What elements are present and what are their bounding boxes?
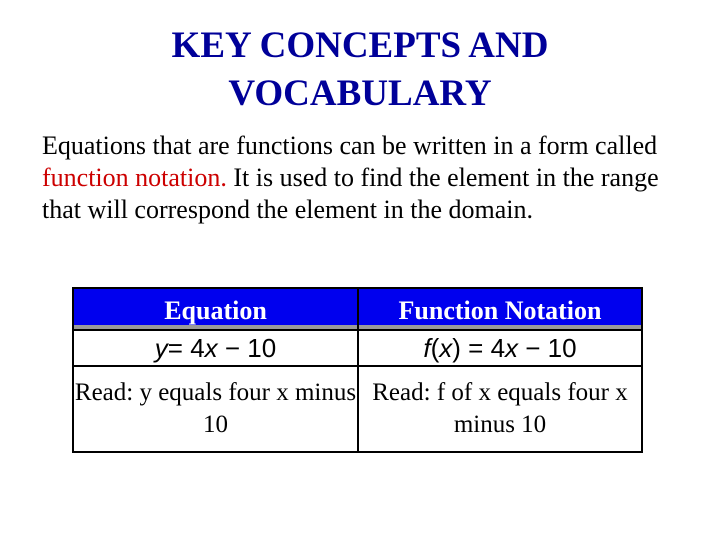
header-equation: Equation: [73, 288, 358, 330]
title-line-1: KEY CONCEPTS AND: [171, 25, 549, 66]
body-paragraph: [42, 130, 702, 226]
read-function-notation: Read: f of x equals four x minus 10: [358, 366, 642, 452]
vocabulary-table: [72, 287, 643, 453]
slide-title: [0, 22, 720, 118]
header-function-notation: Function Notation: [358, 288, 642, 330]
title-line-2: VOCABULARY: [228, 73, 492, 114]
body-text-part-2: It is used to find the element in the range that will correspond the element in the domain.: [42, 163, 659, 224]
formula-row: [73, 330, 642, 366]
header-row: [73, 288, 642, 330]
read-row: [73, 366, 642, 452]
function-notation-formula: f(x) = 4x − 10: [358, 330, 642, 366]
equation-formula: y= 4x − 10: [73, 330, 358, 366]
body-text-part-1: Equations that are functions can be written in a form called: [42, 131, 658, 160]
read-equation: Read: y equals four x minus 10: [73, 366, 358, 452]
function-notation-term: function notation.: [42, 163, 227, 192]
